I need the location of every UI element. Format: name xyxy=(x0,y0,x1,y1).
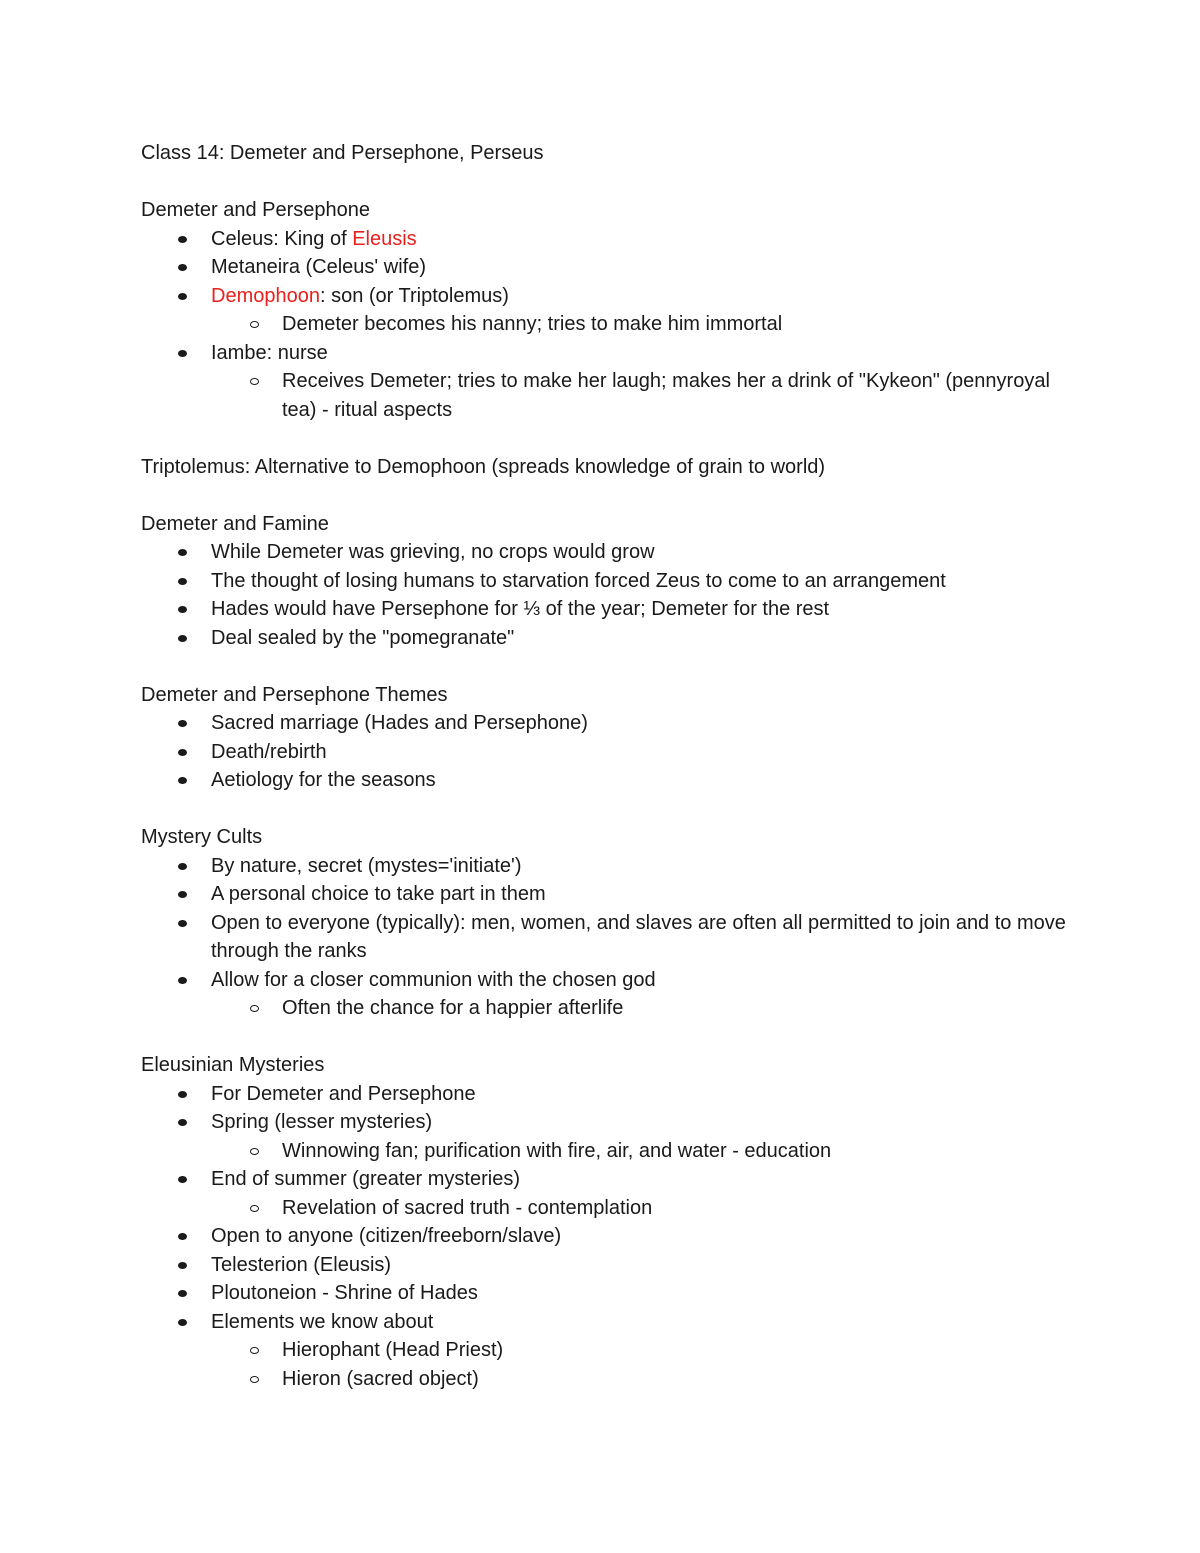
section xyxy=(141,1051,1081,1393)
item-text: The thought of losing humans to starvation forced Zeus to come to an arrangement xyxy=(211,569,946,592)
list-item xyxy=(141,709,1081,738)
item-text: Spring (lesser mysteries) xyxy=(211,1111,433,1133)
bullet-list xyxy=(141,538,1081,652)
page-title: Class 14: Demeter and Persephone, Perseus xyxy=(141,142,544,164)
highlighted-term: Demophoon xyxy=(211,284,320,307)
list-item xyxy=(141,1222,1081,1251)
list-item xyxy=(141,225,1081,254)
section-heading: Eleusinian Mysteries xyxy=(141,1054,325,1076)
section xyxy=(141,681,1081,795)
item-text: Aetiology for the seasons xyxy=(211,769,436,791)
list-item xyxy=(141,880,1081,909)
item-text: : son (or Triptolemus) xyxy=(319,284,509,307)
bullet-list xyxy=(141,852,1081,1023)
list-item xyxy=(141,253,1081,282)
highlighted-term: Eleusis xyxy=(352,227,417,250)
item-text: Ploutoneion - Shrine of Hades xyxy=(211,1282,478,1304)
item-text: For Demeter and Persephone xyxy=(211,1082,476,1105)
section-heading: Demeter and Persephone Themes xyxy=(141,683,448,706)
sub-list xyxy=(211,1194,1081,1223)
item-text: Elements we know about xyxy=(211,1310,434,1333)
section-heading: Demeter and Persephone xyxy=(141,199,371,221)
sub-list xyxy=(211,994,1081,1023)
item-text: Celeus: King of xyxy=(211,227,353,250)
bullet-list xyxy=(141,1080,1081,1394)
sub-list-item: Hierophant (Head Priest) xyxy=(211,1336,1081,1365)
item-text: Death/rebirth xyxy=(211,740,327,763)
item-text: Open to anyone (citizen/freeborn/slave) xyxy=(211,1225,562,1247)
sub-list-item: Winnowing fan; purification with fire, air, and water - education xyxy=(211,1137,1081,1166)
sub-list xyxy=(211,1336,1081,1393)
list-item xyxy=(141,567,1081,596)
sub-list xyxy=(211,367,1081,424)
bullet-list xyxy=(141,225,1081,425)
section-heading: Mystery Cults xyxy=(141,826,263,848)
item-text: Allow for a closer communion with the chosen god xyxy=(211,968,656,991)
sub-list xyxy=(211,1137,1081,1166)
sub-list xyxy=(211,310,1081,339)
notes-body xyxy=(141,196,1081,1393)
item-text: End of summer (greater mysteries) xyxy=(211,1168,520,1190)
list-item xyxy=(141,1308,1081,1394)
item-text: Open to everyone (typically): men, women, and slaves are often all permitted to join and to move through the ranks xyxy=(211,911,1066,962)
sub-list-item: Often the chance for a happier afterlife xyxy=(211,994,1081,1023)
list-item xyxy=(141,595,1081,624)
section xyxy=(141,196,1081,424)
list-item xyxy=(141,966,1081,1023)
sub-list-item: Revelation of sacred truth - contemplation xyxy=(211,1194,1081,1223)
list-item xyxy=(141,909,1081,966)
item-text: Iambe: nurse xyxy=(211,341,328,364)
document-page xyxy=(141,139,1081,1393)
item-text: Telesterion (Eleusis) xyxy=(211,1253,392,1276)
list-item xyxy=(141,282,1081,339)
list-item xyxy=(141,766,1081,795)
sub-list-item: Receives Demeter; tries to make her laugh; makes her a drink of "Kykeon" (pennyroyal tea) - ritual aspects xyxy=(211,367,1081,424)
bullet-list xyxy=(141,709,1081,795)
list-item xyxy=(141,624,1081,653)
item-text: Metaneira (Celeus' wife) xyxy=(211,256,427,278)
item-text: Hades would have Persephone for ⅓ of the year; Demeter for the rest xyxy=(211,598,830,620)
item-text: A personal choice to take part in them xyxy=(211,883,546,905)
list-item xyxy=(141,339,1081,425)
list-item xyxy=(141,1165,1081,1222)
list-item xyxy=(141,1251,1081,1280)
section-heading: Demeter and Famine xyxy=(141,512,329,535)
list-item xyxy=(141,738,1081,767)
sub-list-item: Hieron (sacred object) xyxy=(211,1365,1081,1394)
item-text: While Demeter was grieving, no crops would grow xyxy=(211,541,655,563)
section xyxy=(141,510,1081,653)
item-text: Sacred marriage (Hades and Persephone) xyxy=(211,712,588,734)
sub-list-item: Demeter becomes his nanny; tries to make him immortal xyxy=(211,310,1081,339)
list-item xyxy=(141,1108,1081,1165)
list-item xyxy=(141,538,1081,567)
item-text: By nature, secret (mystes='initiate') xyxy=(211,854,522,877)
list-item xyxy=(141,852,1081,881)
section xyxy=(141,453,1081,482)
list-item xyxy=(141,1080,1081,1109)
list-item xyxy=(141,1279,1081,1308)
section-heading: Triptolemus: Alternative to Demophoon (spreads knowledge of grain to world) xyxy=(141,455,826,478)
section xyxy=(141,823,1081,1023)
item-text: Deal sealed by the "pomegranate" xyxy=(211,626,515,649)
